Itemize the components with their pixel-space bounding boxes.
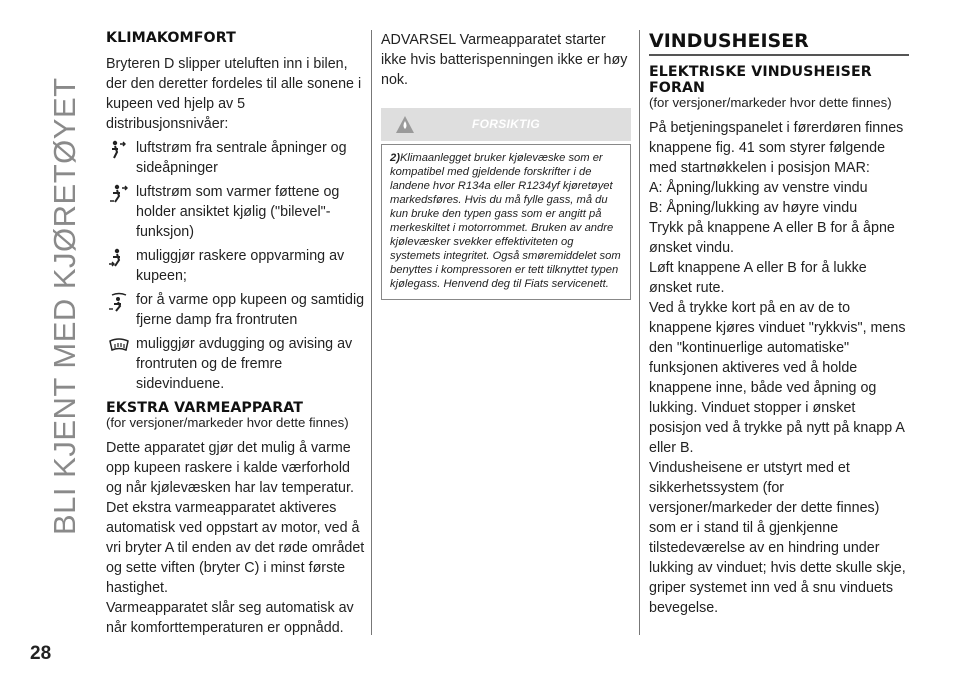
airflow-feet-defrost-icon (108, 292, 130, 312)
paragraph: Det ekstra varmeapparatet aktiveres automatisk ved oppstart av motor, ved å vri bryter A til enden av det røde området og sette viften (bryter C) i minst første hastighet. (106, 500, 365, 596)
availability-note: (for versjoner/markeder hvor dette finnes) (649, 95, 892, 110)
heading-elektriske-vindusheiser: ELEKTRISKE VINDUSHEISER FORAN (649, 64, 872, 96)
list-item (106, 138, 366, 178)
paragraph: Løft knappene A eller B for å lukke ønsket rute. (649, 260, 867, 296)
list-item-text: luftstrøm som varmer føttene og holder ansiktet kjølig ("bilevel"-funksjon) (136, 184, 340, 240)
list-item (106, 334, 366, 394)
advarsel-text: ADVARSEL Varmeapparatet starter ikke hvis batterispenningen ikke er høy nok. (381, 32, 628, 88)
column-climate (106, 30, 366, 638)
heading-klimakomfort: KLIMAKOMFORT (106, 30, 236, 46)
note-number: 2) (390, 152, 400, 164)
list-item (106, 182, 366, 242)
side-chapter-title: BLI KJENT MED KJØRETØYET (47, 77, 82, 535)
heading-rule (649, 54, 909, 56)
windshield-defrost-icon (108, 336, 130, 356)
paragraph: Vindusheisene er utstyrt med et sikkerhetssystem (for versjoner/markeder der dette finnes) som er i stand til å gjenkjenne tilstedeværelse av en hindring under lukking av vinduet; hvis dette skulle skje, griper systemet inn ved å snu vinduets bevegelse. (649, 460, 906, 616)
list-item (106, 290, 366, 330)
column-divider (371, 30, 372, 635)
note-text: Klimaanlegget bruker kjølevæske som er kompatibel med gjeldende forskrifter i de landene hvor R134a eller R1234yf kjøretøyet markedsføres. Hvis du må fylle gass, må du kun bruke den typen gass som er angitt på merkeskiltet i motorrommet. Bruken av andre kjølevæsker svekker effektiviteten og systemets integritet. Også smøremiddelet som benyttes i kompressoren er tett tilknyttet typen kjølegass. Henvend deg til Fiats servicenett. (390, 152, 621, 290)
paragraph: Dette apparatet gjør det mulig å varme opp kupeen raskere i kalde værforhold og når kjølevæsken har lav temperatur. (106, 440, 354, 496)
list-item (106, 246, 366, 286)
paragraph: Ved å trykke kort på en av de to knappene kjøres vinduet "rykkvis", mens den "kontinuerlige automatiske" funksjonen aktiveres ved å holde knappene inne, både ved åpning og lukking. Vinduet stopper i ønsket posisjon ved å trykke på nytt på knapp A eller B. (649, 300, 906, 456)
paragraph: På betjeningspanelet i førerdøren finnes knappene fig. 41 som styrer følgende med startnøkkelen i posisjon MAR: (649, 120, 904, 176)
column-warning (381, 30, 631, 300)
airflow-feet-icon (108, 248, 130, 268)
airflow-bilevel-icon (108, 184, 130, 204)
page-number: 28 (30, 643, 52, 664)
heading-vindusheiser: VINDUSHEISER (649, 30, 809, 52)
list-item-text: for å varme opp kupeen og samtidig fjerne damp fra frontruten (136, 292, 365, 328)
column-divider (639, 30, 640, 635)
availability-note: (for versjoner/markeder hvor dette finnes) (106, 415, 349, 430)
column-windows (649, 30, 909, 618)
warning-label: FORSIKTIG (471, 117, 541, 131)
warning-header (381, 108, 631, 141)
paragraph: Varmeapparatet slår seg automatisk av når komforttemperaturen er oppnådd. (106, 600, 354, 636)
list-item-text: muliggjør raskere oppvarming av kupeen; (136, 248, 345, 284)
paragraph: B: Åpning/lukking av høyre vindu (649, 200, 858, 216)
paragraph: Trykk på knappene A eller B for å åpne ønsket vindu. (649, 220, 895, 256)
heading-ekstra-varmeapparat: EKSTRA VARMEAPPARAT (106, 400, 303, 416)
paragraph: A: Åpning/lukking av venstre vindu (649, 180, 868, 196)
airflow-face-icon (108, 140, 130, 160)
warning-note-box (381, 144, 631, 300)
climate-intro: Bryteren D slipper uteluften inn i bilen, der den deretter fordeles til alle sonene i kupeen ved hjelp av 5 distribusjonsnivåer: (106, 56, 362, 132)
list-item-text: luftstrøm fra sentrale åpninger og sideåpninger (136, 140, 347, 176)
list-item-text: muliggjør avdugging og avising av frontruten og de fremre sidevinduene. (136, 336, 353, 392)
